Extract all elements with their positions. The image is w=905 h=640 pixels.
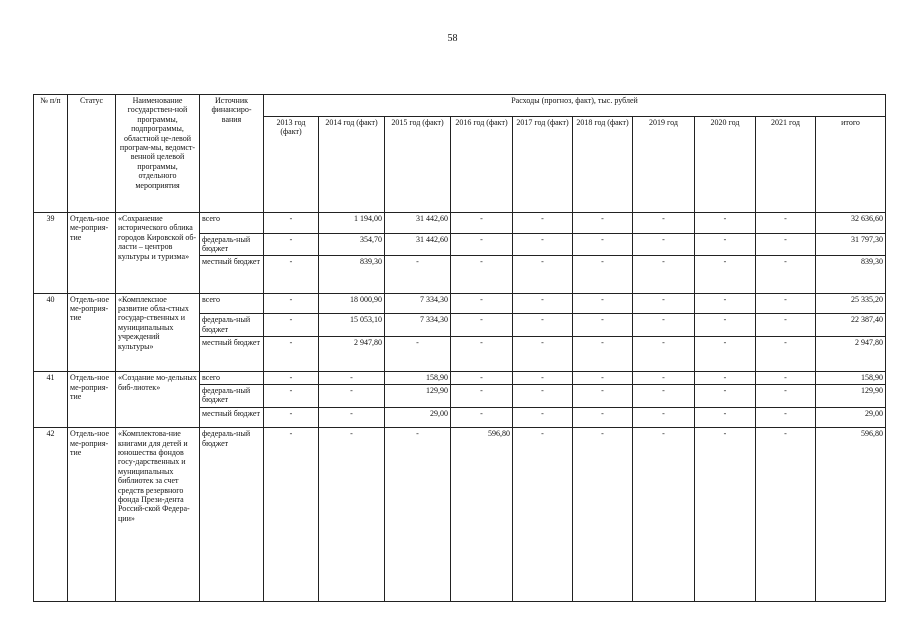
row-value: - xyxy=(513,337,573,372)
row-total: 25 335,20 xyxy=(816,293,886,314)
row-value: 1 194,00 xyxy=(319,213,385,234)
row-value: - xyxy=(633,233,695,256)
row-value: - xyxy=(573,407,633,428)
row-value: - xyxy=(573,428,633,602)
row-value: - xyxy=(695,256,756,293)
row-value: - xyxy=(264,293,319,314)
row-value: - xyxy=(633,372,695,385)
row-value: - xyxy=(264,314,319,337)
row-value: 158,90 xyxy=(385,372,451,385)
row-value: - xyxy=(264,233,319,256)
row-value: - xyxy=(385,337,451,372)
row-name: «Комплексное развитие обла-стных государ-ственных и муниципальных учреждений культуры» xyxy=(116,293,200,372)
table-body xyxy=(34,213,886,602)
row-value: - xyxy=(756,256,816,293)
header-source: Источник финансиро-вания xyxy=(200,95,264,213)
header-year: 2017 год (факт) xyxy=(513,117,573,213)
row-value: - xyxy=(633,293,695,314)
row-value: - xyxy=(695,233,756,256)
row-value: - xyxy=(573,337,633,372)
row-value: - xyxy=(573,256,633,293)
row-value: - xyxy=(319,372,385,385)
row-value: - xyxy=(513,407,573,428)
row-name: «Создание мо-дельных биб-лиотек» xyxy=(116,372,200,428)
row-value: 354,70 xyxy=(319,233,385,256)
row-value: - xyxy=(573,372,633,385)
row-value: - xyxy=(756,407,816,428)
page-number: 58 xyxy=(447,33,458,44)
row-total: 158,90 xyxy=(816,372,886,385)
header-expenses: Расходы (прогноз, факт), тыс. рублей xyxy=(264,95,886,117)
header-year: 2021 год xyxy=(756,117,816,213)
header-name: Наименование государствен-ной программы, подпрограммы, областной це-левой програм-мы, ведомст-венной целевой программы, отдельного мероприятия xyxy=(116,95,200,213)
row-value: - xyxy=(513,233,573,256)
row-value: - xyxy=(264,213,319,234)
row-value: - xyxy=(451,337,513,372)
row-source: всего xyxy=(200,213,264,234)
row-value: 29,00 xyxy=(385,407,451,428)
header-year: 2015 год (факт) xyxy=(385,117,451,213)
row-value: - xyxy=(513,293,573,314)
row-value: 7 334,30 xyxy=(385,293,451,314)
row-value: 15 053,10 xyxy=(319,314,385,337)
row-value: - xyxy=(633,213,695,234)
row-total: 22 387,40 xyxy=(816,314,886,337)
row-value: - xyxy=(451,233,513,256)
row-value: - xyxy=(756,428,816,602)
header-year: 2016 год (факт) xyxy=(451,117,513,213)
row-value: - xyxy=(451,293,513,314)
row-value: - xyxy=(264,372,319,385)
row-value: 596,80 xyxy=(451,428,513,602)
row-value: - xyxy=(264,407,319,428)
row-source: федераль-ный бюджет xyxy=(200,314,264,337)
row-value: - xyxy=(513,372,573,385)
row-value: - xyxy=(319,428,385,602)
row-name: «Сохранение исторического облика городов Кировской об-ласти – центров культуры и туризма» xyxy=(116,213,200,294)
row-value: - xyxy=(633,384,695,407)
row-value: - xyxy=(451,384,513,407)
row-source: местный бюджет xyxy=(200,407,264,428)
row-number: 42 xyxy=(34,428,68,602)
row-value: - xyxy=(573,213,633,234)
header-year: 2019 год xyxy=(633,117,695,213)
row-value: - xyxy=(756,384,816,407)
row-value: - xyxy=(573,233,633,256)
row-value: - xyxy=(451,256,513,293)
row-value: - xyxy=(451,372,513,385)
row-total: 596,80 xyxy=(816,428,886,602)
row-value: - xyxy=(385,256,451,293)
row-value: - xyxy=(756,293,816,314)
row-value: - xyxy=(451,314,513,337)
row-status: Отдель-ное ме-роприя-тие xyxy=(68,372,116,428)
row-total: 2 947,80 xyxy=(816,337,886,372)
row-value: - xyxy=(695,293,756,314)
row-value: - xyxy=(513,314,573,337)
row-value: - xyxy=(695,407,756,428)
row-value: - xyxy=(319,384,385,407)
row-value: 839,30 xyxy=(319,256,385,293)
row-value: - xyxy=(756,213,816,234)
row-value: - xyxy=(573,293,633,314)
row-value: - xyxy=(633,428,695,602)
row-value: - xyxy=(633,407,695,428)
row-value: - xyxy=(573,384,633,407)
expenses-table xyxy=(33,94,886,602)
row-total: 839,30 xyxy=(816,256,886,293)
row-value: - xyxy=(385,428,451,602)
header-year: 2018 год (факт) xyxy=(573,117,633,213)
row-value: 18 000,90 xyxy=(319,293,385,314)
table-row xyxy=(34,428,886,602)
row-source: местный бюджет xyxy=(200,256,264,293)
row-source: федераль-ный бюджет xyxy=(200,384,264,407)
row-source: всего xyxy=(200,293,264,314)
row-value: - xyxy=(633,337,695,372)
row-value: - xyxy=(513,213,573,234)
row-value: 31 442,60 xyxy=(385,213,451,234)
row-value: - xyxy=(695,213,756,234)
row-value: - xyxy=(451,213,513,234)
row-source: федераль-ный бюджет xyxy=(200,233,264,256)
row-value: - xyxy=(695,372,756,385)
row-value: - xyxy=(264,428,319,602)
row-value: - xyxy=(695,337,756,372)
row-value: 2 947,80 xyxy=(319,337,385,372)
row-value: - xyxy=(695,314,756,337)
row-number: 39 xyxy=(34,213,68,294)
header-year: 2014 год (факт) xyxy=(319,117,385,213)
header-year: 2013 год (факт) xyxy=(264,117,319,213)
header-num: № п/п xyxy=(34,95,68,213)
row-value: - xyxy=(695,384,756,407)
row-value: - xyxy=(264,256,319,293)
row-total: 32 636,60 xyxy=(816,213,886,234)
row-source: всего xyxy=(200,372,264,385)
row-source: федераль-ный бюджет xyxy=(200,428,264,602)
row-total: 29,00 xyxy=(816,407,886,428)
row-value: 7 334,30 xyxy=(385,314,451,337)
header-year: 2020 год xyxy=(695,117,756,213)
row-value: - xyxy=(756,314,816,337)
row-number: 40 xyxy=(34,293,68,372)
row-source: местный бюджет xyxy=(200,337,264,372)
row-value: - xyxy=(319,407,385,428)
row-number: 41 xyxy=(34,372,68,428)
row-status: Отдель-ное ме-роприя-тие xyxy=(68,428,116,602)
row-total: 129,90 xyxy=(816,384,886,407)
row-name: «Комплектова-ние книгами для детей и юношества фондов госу-дарственных и муниципальных библиотек за счет средств резервного фонда Прези-дента Россий-ской Федера-ции» xyxy=(116,428,200,602)
row-status: Отдель-ное ме-роприя-тие xyxy=(68,213,116,294)
row-value: - xyxy=(264,337,319,372)
table-row xyxy=(34,213,886,234)
header-status: Статус xyxy=(68,95,116,213)
row-value: - xyxy=(573,314,633,337)
row-value: 129,90 xyxy=(385,384,451,407)
table-row xyxy=(34,293,886,314)
row-value: - xyxy=(633,256,695,293)
row-value: - xyxy=(756,233,816,256)
row-value: - xyxy=(264,384,319,407)
row-value: - xyxy=(633,314,695,337)
row-status: Отдель-ное ме-роприя-тие xyxy=(68,293,116,372)
row-value: - xyxy=(756,372,816,385)
row-value: 31 442,60 xyxy=(385,233,451,256)
row-value: - xyxy=(513,384,573,407)
row-value: - xyxy=(513,428,573,602)
header-total: итого xyxy=(816,117,886,213)
row-value: - xyxy=(451,407,513,428)
row-value: - xyxy=(756,337,816,372)
table-row xyxy=(34,372,886,385)
row-value: - xyxy=(695,428,756,602)
row-total: 31 797,30 xyxy=(816,233,886,256)
row-value: - xyxy=(513,256,573,293)
